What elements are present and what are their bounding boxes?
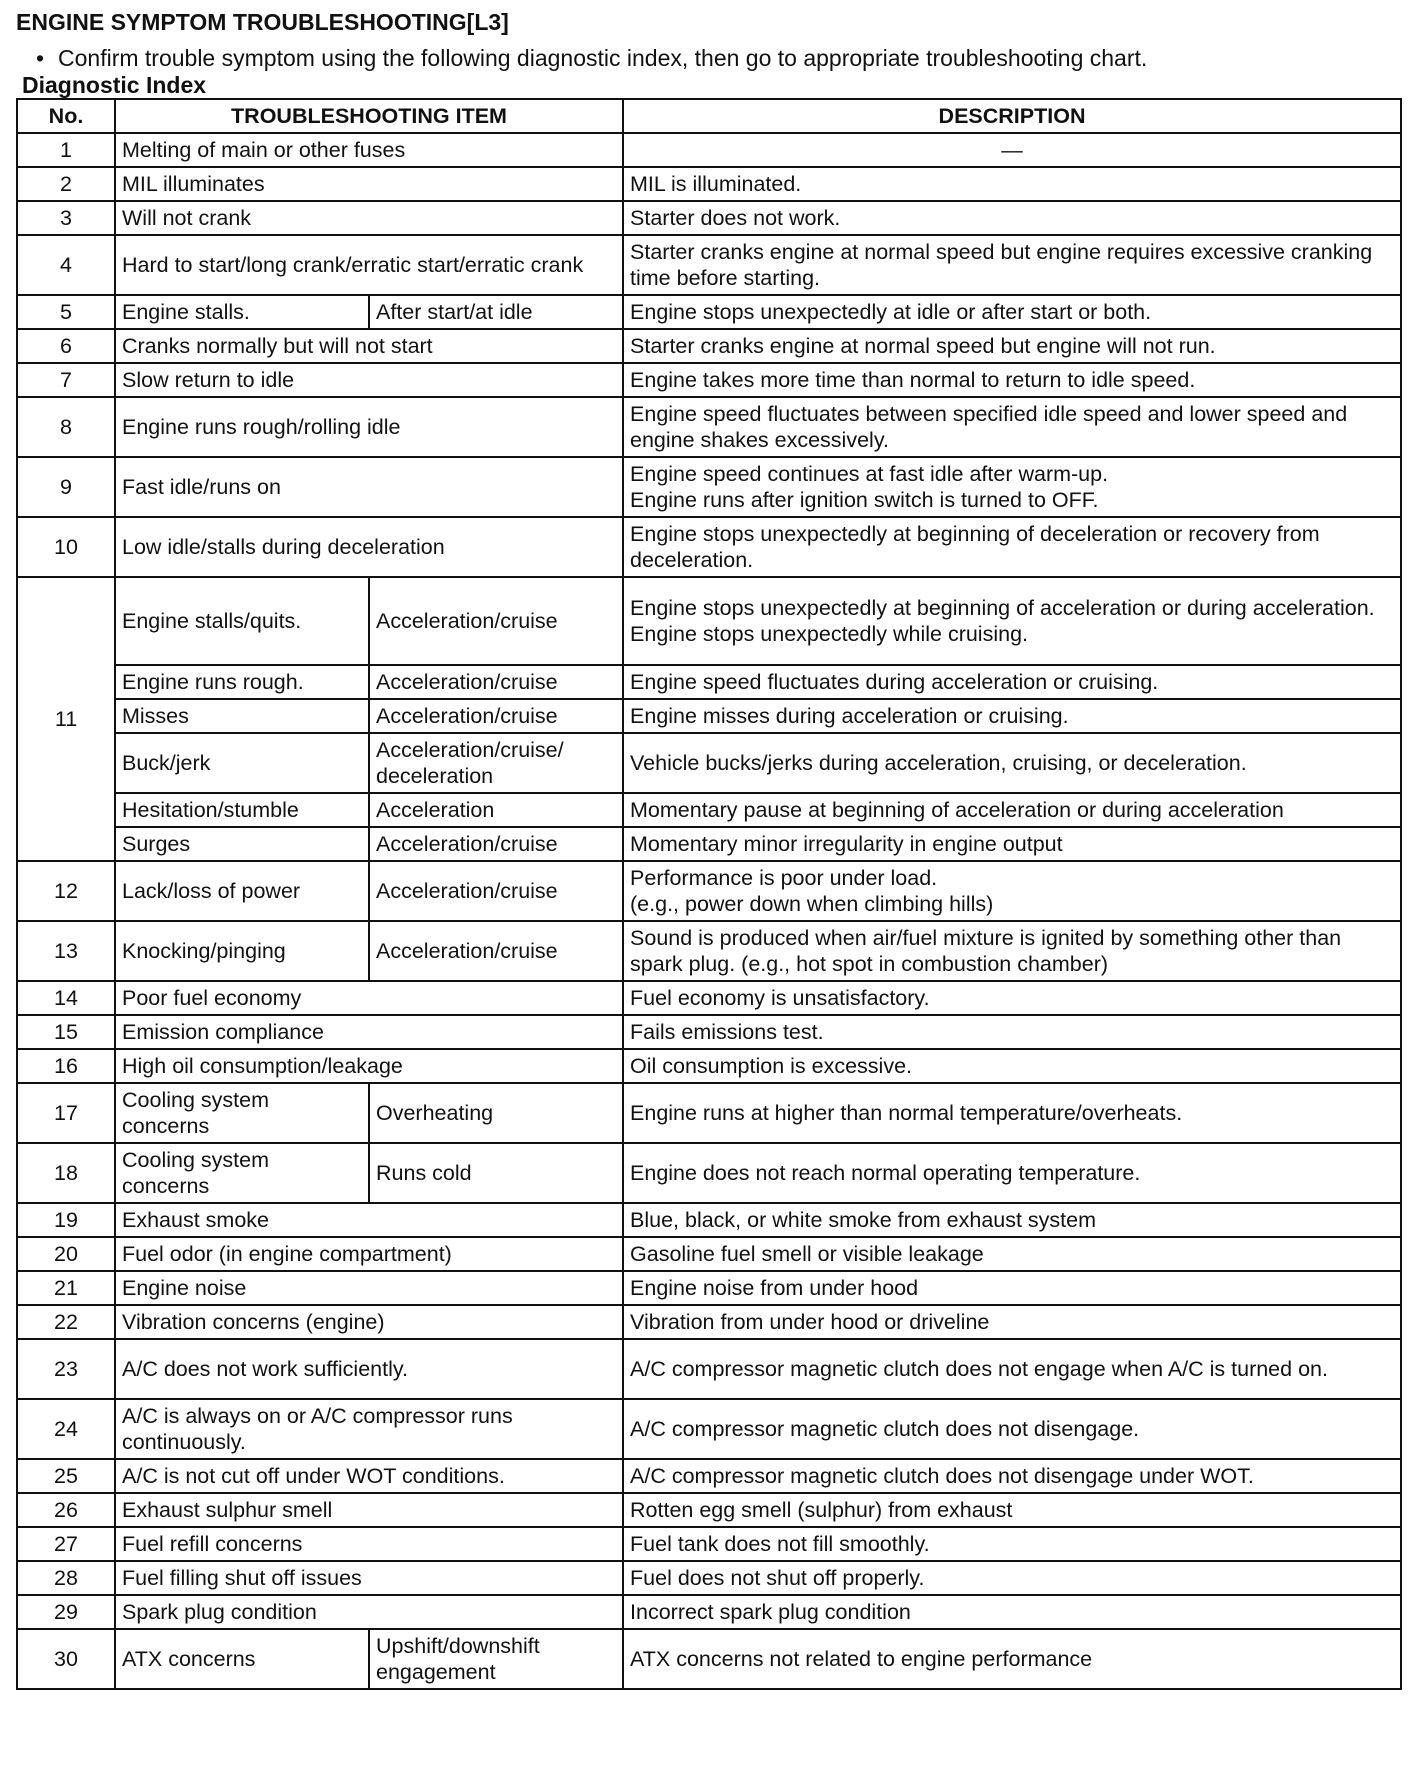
table-row [17, 517, 1401, 577]
row-item: Engine noise [115, 1271, 623, 1305]
row-item: Fuel filling shut off issues [115, 1561, 623, 1595]
table-row [17, 295, 1401, 329]
row-item: Hesitation/stumble [115, 793, 369, 827]
table-row [17, 827, 1401, 861]
row-no: 1 [17, 133, 115, 167]
row-description: Gasoline fuel smell or visible leakage [623, 1237, 1401, 1271]
row-item: A/C does not work sufficiently. [115, 1339, 623, 1399]
row-description: Engine does not reach normal operating temperature. [623, 1143, 1401, 1203]
table-row [17, 1049, 1401, 1083]
table-row [17, 1493, 1401, 1527]
row-no: 11 [17, 577, 115, 861]
row-item: Slow return to idle [115, 363, 623, 397]
row-no: 17 [17, 1083, 115, 1143]
row-item: Cranks normally but will not start [115, 329, 623, 363]
row-item: A/C is always on or A/C compressor runs continuously. [115, 1399, 623, 1459]
row-no: 2 [17, 167, 115, 201]
table-row [17, 793, 1401, 827]
row-description: Fuel does not shut off properly. [623, 1561, 1401, 1595]
row-no: 30 [17, 1629, 115, 1689]
row-no: 3 [17, 201, 115, 235]
description-line: Engine stops unexpectedly while cruising. [630, 622, 1028, 646]
row-description: Fuel economy is unsatisfactory. [623, 981, 1401, 1015]
column-header-item: TROUBLESHOOTING ITEM [115, 99, 623, 133]
row-item: Spark plug condition [115, 1595, 623, 1629]
row-condition: Acceleration/cruise [369, 699, 623, 733]
row-condition: Acceleration [369, 793, 623, 827]
table-row [17, 1595, 1401, 1629]
row-no: 4 [17, 235, 115, 295]
row-description: Engine takes more time than normal to return to idle speed. [623, 363, 1401, 397]
table-row [17, 397, 1401, 457]
table-row [17, 921, 1401, 981]
table-row [17, 133, 1401, 167]
table-row [17, 1015, 1401, 1049]
row-no: 12 [17, 861, 115, 921]
row-description: Vehicle bucks/jerks during acceleration, cruising, or deceleration. [623, 733, 1401, 793]
row-item: Will not crank [115, 201, 623, 235]
row-item: Exhaust sulphur smell [115, 1493, 623, 1527]
table-row [17, 861, 1401, 921]
row-description: A/C compressor magnetic clutch does not disengage. [623, 1399, 1401, 1459]
table-row [17, 235, 1401, 295]
row-description: Starter does not work. [623, 201, 1401, 235]
row-condition: Acceleration/cruise [369, 921, 623, 981]
row-condition: Acceleration/cruise [369, 577, 623, 665]
row-description: Vibration from under hood or driveline [623, 1305, 1401, 1339]
row-description [623, 577, 1401, 665]
row-item: Vibration concerns (engine) [115, 1305, 623, 1339]
row-description: Engine runs at higher than normal temperature/overheats. [623, 1083, 1401, 1143]
row-item: Buck/jerk [115, 733, 369, 793]
row-condition: Overheating [369, 1083, 623, 1143]
row-no: 23 [17, 1339, 115, 1399]
row-condition: Acceleration/cruise [369, 665, 623, 699]
row-description: Momentary pause at beginning of acceleration or during acceleration [623, 793, 1401, 827]
row-item: Fast idle/runs on [115, 457, 623, 517]
row-no: 10 [17, 517, 115, 577]
row-item: Emission compliance [115, 1015, 623, 1049]
row-description: MIL is illuminated. [623, 167, 1401, 201]
row-item: Low idle/stalls during deceleration [115, 517, 623, 577]
row-no: 20 [17, 1237, 115, 1271]
row-no: 14 [17, 981, 115, 1015]
row-description: Starter cranks engine at normal speed but engine will not run. [623, 329, 1401, 363]
row-condition: Acceleration/cruise [369, 827, 623, 861]
row-description: Incorrect spark plug condition [623, 1595, 1401, 1629]
table-row [17, 1527, 1401, 1561]
row-item: Cooling system concerns [115, 1083, 369, 1143]
row-no: 9 [17, 457, 115, 517]
row-no: 26 [17, 1493, 115, 1527]
page-title: ENGINE SYMPTOM TROUBLESHOOTING[L3] [16, 9, 509, 35]
table-row [17, 665, 1401, 699]
row-condition: Runs cold [369, 1143, 623, 1203]
row-description: Engine speed fluctuates between specified idle speed and lower speed and engine shakes excessively. [623, 397, 1401, 457]
instruction-text: Confirm trouble symptom using the following diagnostic index, then go to appropriate troubleshooting chart. [58, 45, 1148, 71]
row-item: Engine runs rough/rolling idle [115, 397, 623, 457]
row-description: Sound is produced when air/fuel mixture is ignited by something other than spark plug. (e.g., hot spot in combustion chamber) [623, 921, 1401, 981]
table-row [17, 1339, 1401, 1399]
table-row [17, 1203, 1401, 1237]
description-line: Engine stops unexpectedly at beginning of acceleration or during acceleration. [630, 596, 1375, 620]
table-row [17, 1083, 1401, 1143]
row-description: Engine speed fluctuates during acceleration or cruising. [623, 665, 1401, 699]
row-no: 15 [17, 1015, 115, 1049]
row-description: Rotten egg smell (sulphur) from exhaust [623, 1493, 1401, 1527]
row-description: Engine misses during acceleration or cruising. [623, 699, 1401, 733]
section-title: Diagnostic Index [22, 72, 207, 98]
row-item: Cooling system concerns [115, 1143, 369, 1203]
row-no: 7 [17, 363, 115, 397]
row-condition: After start/at idle [369, 295, 623, 329]
row-no: 22 [17, 1305, 115, 1339]
row-item: Knocking/pinging [115, 921, 369, 981]
table-header-row [17, 99, 1401, 133]
row-no: 13 [17, 921, 115, 981]
row-description: Blue, black, or white smoke from exhaust system [623, 1203, 1401, 1237]
row-description: Engine stops unexpectedly at beginning of deceleration or recovery from deceleration. [623, 517, 1401, 577]
table-row [17, 1629, 1401, 1689]
row-no: 18 [17, 1143, 115, 1203]
row-no: 5 [17, 295, 115, 329]
description-line: (e.g., power down when climbing hills) [630, 892, 994, 916]
row-no: 16 [17, 1049, 115, 1083]
row-item: Misses [115, 699, 369, 733]
row-description: — [623, 133, 1401, 167]
row-no: 21 [17, 1271, 115, 1305]
row-item: ATX concerns [115, 1629, 369, 1689]
row-item: Lack/loss of power [115, 861, 369, 921]
row-item: Melting of main or other fuses [115, 133, 623, 167]
table-row [17, 1271, 1401, 1305]
table-row [17, 1459, 1401, 1493]
row-description [623, 457, 1401, 517]
row-item: Fuel odor (in engine compartment) [115, 1237, 623, 1271]
column-header-description: DESCRIPTION [623, 99, 1401, 133]
table-row [17, 329, 1401, 363]
column-header-no: No. [17, 99, 115, 133]
row-item: Poor fuel economy [115, 981, 623, 1015]
row-item: MIL illuminates [115, 167, 623, 201]
row-item: Exhaust smoke [115, 1203, 623, 1237]
row-description: Engine noise from under hood [623, 1271, 1401, 1305]
row-item: Fuel refill concerns [115, 1527, 623, 1561]
description-line: Engine speed continues at fast idle after warm-up. [630, 462, 1109, 486]
table-row [17, 981, 1401, 1015]
row-description: Oil consumption is excessive. [623, 1049, 1401, 1083]
row-item: Surges [115, 827, 369, 861]
row-no: 6 [17, 329, 115, 363]
instruction [36, 44, 1394, 72]
row-description: ATX concerns not related to engine performance [623, 1629, 1401, 1689]
table-row [17, 457, 1401, 517]
row-description: A/C compressor magnetic clutch does not engage when A/C is turned on. [623, 1339, 1401, 1399]
table-row [17, 1237, 1401, 1271]
row-item: High oil consumption/leakage [115, 1049, 623, 1083]
row-item: Engine stalls. [115, 295, 369, 329]
row-no: 19 [17, 1203, 115, 1237]
row-condition: Acceleration/cruise/ deceleration [369, 733, 623, 793]
row-description: Starter cranks engine at normal speed but engine requires excessive cranking time before starting. [623, 235, 1401, 295]
description-line: Engine runs after ignition switch is turned to OFF. [630, 488, 1099, 512]
row-description: A/C compressor magnetic clutch does not disengage under WOT. [623, 1459, 1401, 1493]
row-condition: Acceleration/cruise [369, 861, 623, 921]
row-item: Engine stalls/quits. [115, 577, 369, 665]
row-description [623, 861, 1401, 921]
row-description: Engine stops unexpectedly at idle or after start or both. [623, 295, 1401, 329]
row-description: Fails emissions test. [623, 1015, 1401, 1049]
bullet: • [36, 45, 45, 71]
row-item: Hard to start/long crank/erratic start/erratic crank [115, 235, 623, 295]
row-item: Engine runs rough. [115, 665, 369, 699]
table-row [17, 733, 1401, 793]
diagnostic-index-table [16, 98, 1402, 1690]
row-no: 29 [17, 1595, 115, 1629]
table-row [17, 1143, 1401, 1203]
row-no: 8 [17, 397, 115, 457]
row-no: 24 [17, 1399, 115, 1459]
table-row [17, 363, 1401, 397]
table-row [17, 577, 1401, 665]
row-no: 28 [17, 1561, 115, 1595]
table-row [17, 1561, 1401, 1595]
table-row [17, 201, 1401, 235]
row-no: 27 [17, 1527, 115, 1561]
table-row [17, 1305, 1401, 1339]
table-row [17, 1399, 1401, 1459]
table-row [17, 699, 1401, 733]
row-item: A/C is not cut off under WOT conditions. [115, 1459, 623, 1493]
table-row [17, 167, 1401, 201]
row-no: 25 [17, 1459, 115, 1493]
description-line: Performance is poor under load. [630, 866, 938, 890]
row-condition: Upshift/downshift engagement [369, 1629, 623, 1689]
row-description: Fuel tank does not fill smoothly. [623, 1527, 1401, 1561]
row-description: Momentary minor irregularity in engine output [623, 827, 1401, 861]
